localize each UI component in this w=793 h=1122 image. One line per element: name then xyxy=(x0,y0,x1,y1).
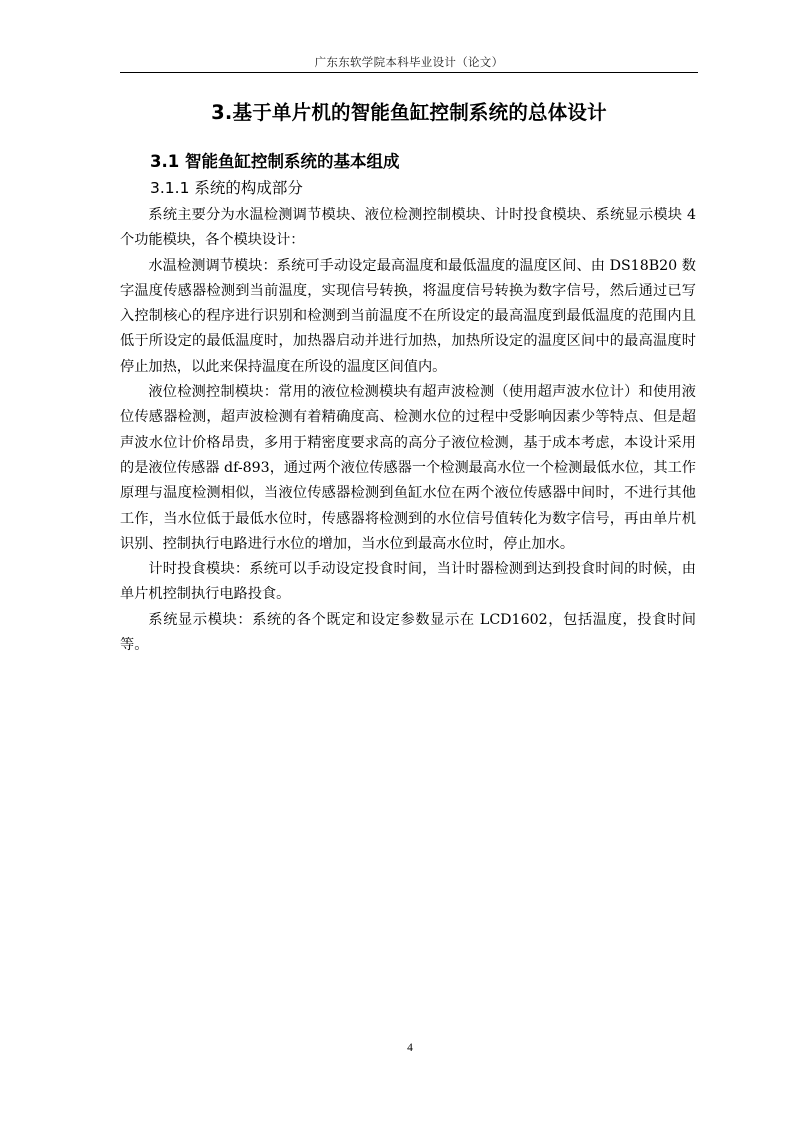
header-divider xyxy=(120,72,698,73)
subsection-title: 3.1.1 系统的构成部分 xyxy=(150,179,303,197)
page-number: 4 xyxy=(407,1042,413,1054)
section-title: 3.1 智能鱼缸控制系统的基本组成 xyxy=(150,152,400,171)
chapter-title: 3.基于单片机的智能鱼缸控制系统的总体设计 xyxy=(211,101,607,124)
paragraph-overview: 系统主要分为水温检测调节模块、液位检测控制模块、计时投食模块、系统显示模块 4 个功能模块，各个模块设计： xyxy=(120,207,696,249)
paragraph-water-temperature: 水温检测调节模块：系统可手动设定最高温度和最低温度的温度区间、由 DS18B20 数字温度传感器检测到当前温度，实现信号转换，将温度信号转换为数字信号，然后通过已写入控制核心的程序进行识别和检测到当前温度不在所设定的最高温度到最低温度的范围内且低于所设定的最低温度时，加热器启动并进行加热，加热所设定的温度区间中的最高温度时停止加热，以此来保持温度在所设的温度区间值内。 xyxy=(120,257,696,375)
body-text xyxy=(120,203,696,658)
paragraph-display: 系统显示模块：系统的各个既定和设定参数显示在 LCD1602，包括温度，投食时间等。 xyxy=(120,611,696,654)
paragraph-water-level: 液位检测控制模块：常用的液位检测模块有超声波检测（使用超声波水位计）和使用液位传感器检测，超声波检测有着精确度高、检测水位的过程中受影响因素少等特点、但是超声波水位计价格昂贵，多用于精密度要求高的高分子液位检测，基于成本考虑，本设计采用的是液位传感器 df-893，通过两个液位传感器一个检测最高水位一个检测最低水位，其工作原理与温度检测相似，当液位传感器检测到鱼缸水位在两个液位传感器中间时，不进行其他工作，当水位低于最低水位时，传感器将检测到的水位信号值转化为数字信号，再由单片机识别、控制执行电路进行水位的增加，当水位到最高水位时，停止加水。 xyxy=(120,384,696,552)
paragraph-timed-feeding: 计时投食模块：系统可以手动设定投食时间，当计时器检测到达到投食时间的时候，由单片机控制执行电路投食。 xyxy=(120,561,696,603)
running-header: 广东东软学院本科毕业设计（论文） xyxy=(314,55,504,69)
